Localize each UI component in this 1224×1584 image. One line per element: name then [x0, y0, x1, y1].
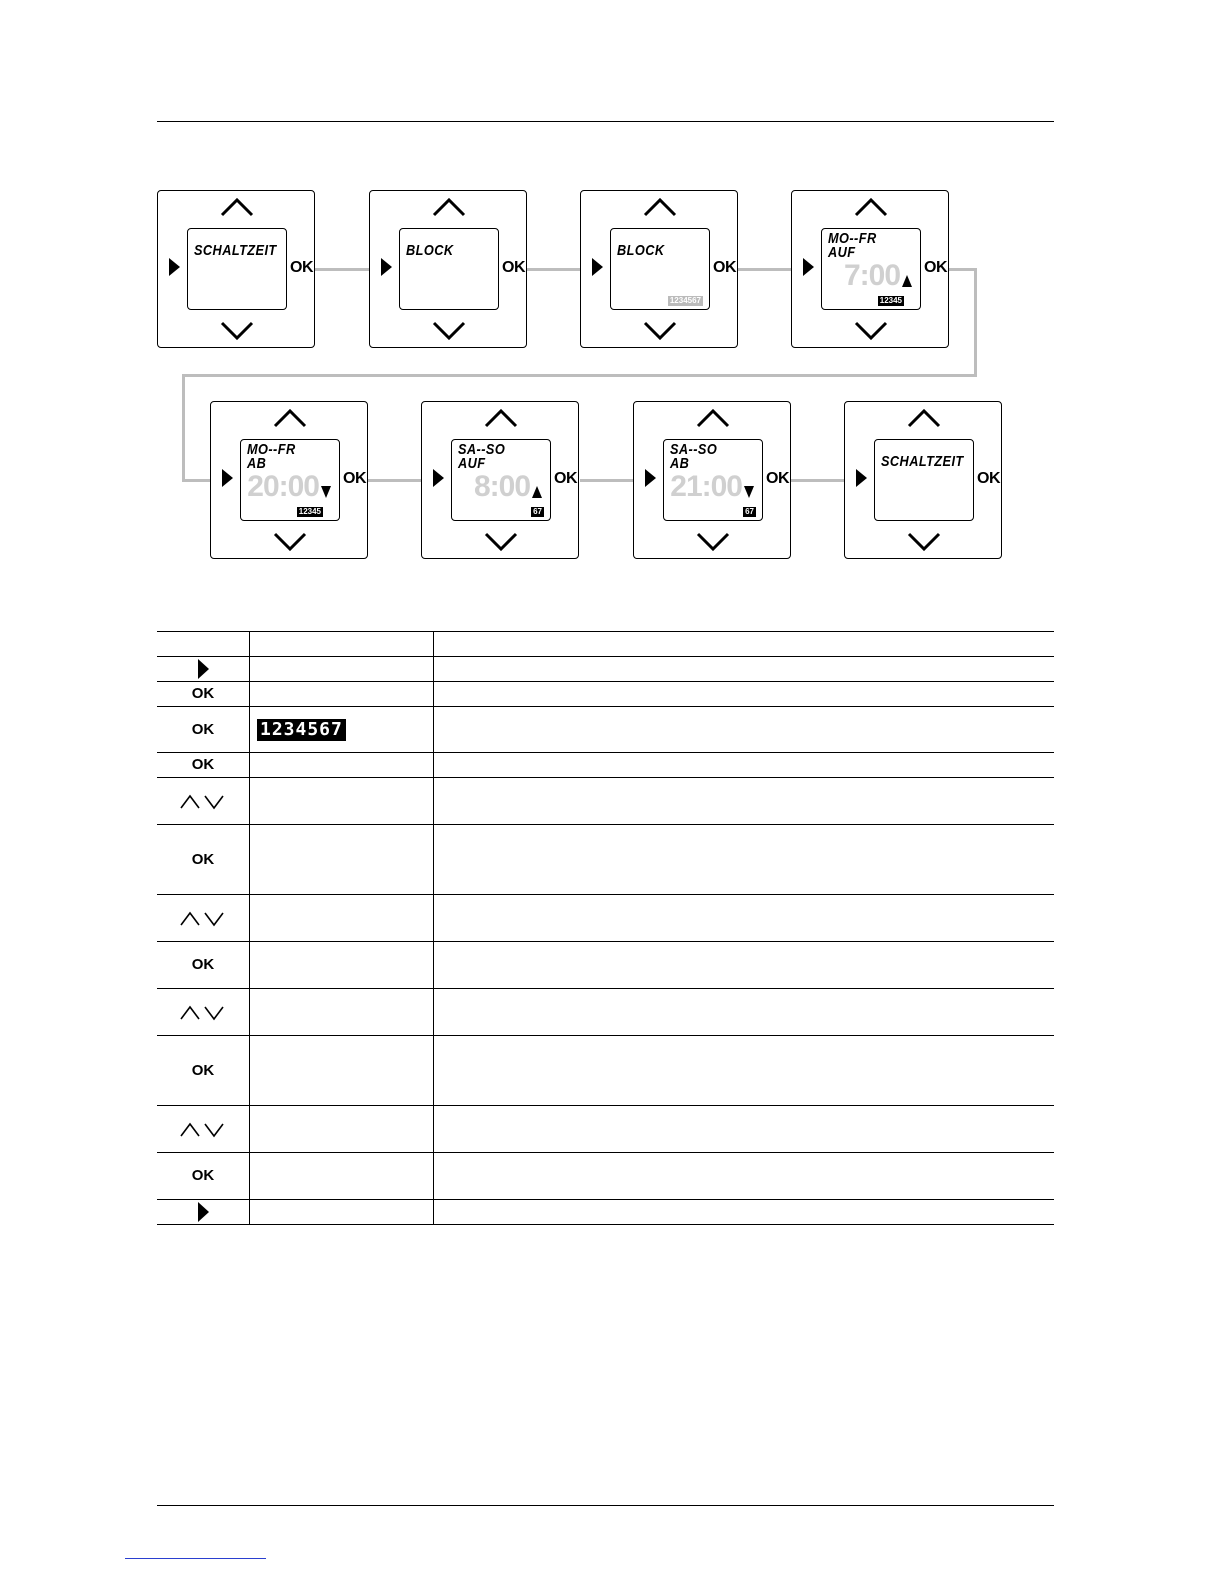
up-arrow-icon[interactable]	[907, 408, 941, 428]
table-cell	[250, 657, 434, 682]
play-icon[interactable]	[803, 258, 814, 276]
lcd-display	[187, 228, 287, 310]
table-cell	[434, 989, 1055, 1036]
device-panel-2	[369, 190, 527, 348]
table-cell	[157, 657, 250, 682]
up-indicator-icon	[902, 275, 912, 287]
connector-3-4	[738, 268, 792, 271]
table-row	[157, 989, 1054, 1036]
up-arrow-icon[interactable]	[643, 197, 677, 217]
lcd-display	[451, 439, 551, 521]
lcd-line1: SA--SO	[458, 441, 506, 458]
device-panel-3	[580, 190, 738, 348]
bottom-rule	[157, 1505, 1054, 1506]
lcd-display	[610, 228, 710, 310]
play-icon[interactable]	[381, 258, 392, 276]
lcd-line1: BLOCK	[406, 242, 454, 259]
top-rule	[157, 121, 1054, 122]
table-cell	[434, 632, 1055, 657]
table-cell	[250, 1036, 434, 1106]
lcd-weekdays: 67	[533, 507, 542, 516]
up-arrow-icon[interactable]	[696, 408, 730, 428]
up-arrow-icon[interactable]	[220, 197, 254, 217]
lcd-display	[240, 439, 340, 521]
down-indicator-icon	[321, 486, 331, 498]
table-cell	[434, 707, 1055, 753]
table-cell	[250, 682, 434, 707]
table-cell	[250, 1153, 434, 1200]
table-row	[157, 942, 1054, 989]
up-down-icon	[180, 1120, 226, 1138]
ok-key: OK	[191, 756, 215, 773]
play-icon[interactable]	[222, 469, 233, 487]
lcd-weekdays: 12345	[298, 507, 321, 516]
lcd-display	[399, 228, 499, 310]
table-cell	[434, 1036, 1055, 1106]
ok-button[interactable]: OK	[977, 470, 1000, 487]
table-cell	[434, 825, 1055, 895]
table-cell	[157, 707, 250, 753]
table-cell	[157, 682, 250, 707]
lcd-line1: SCHALTZEIT	[881, 453, 964, 470]
lcd-display	[821, 228, 921, 310]
ok-button[interactable]: OK	[766, 470, 789, 487]
connector-4-out	[949, 268, 977, 271]
ok-button[interactable]: OK	[343, 470, 366, 487]
ok-key: OK	[191, 720, 215, 738]
connector-left-vertical	[182, 374, 185, 482]
play-icon	[198, 659, 209, 679]
lcd-display	[874, 439, 974, 521]
down-indicator-icon	[744, 486, 754, 498]
table-cell	[434, 753, 1055, 778]
table-header-row	[157, 632, 1054, 657]
play-icon[interactable]	[645, 469, 656, 487]
down-arrow-icon[interactable]	[484, 532, 518, 552]
table-cell	[157, 753, 250, 778]
play-icon[interactable]	[592, 258, 603, 276]
table-cell	[434, 682, 1055, 707]
table-row	[157, 1200, 1054, 1225]
connector-5-6	[368, 479, 422, 482]
table-row	[157, 895, 1054, 942]
table-cell	[157, 778, 250, 825]
connector-1-2	[315, 268, 369, 271]
play-icon[interactable]	[433, 469, 444, 487]
table-cell	[157, 1106, 250, 1153]
connector-6-7	[580, 479, 634, 482]
up-down-icon	[180, 909, 226, 927]
table-cell	[157, 1036, 250, 1106]
table-cell	[157, 989, 250, 1036]
lcd-line2: AB	[247, 455, 267, 472]
table-row	[157, 1036, 1054, 1106]
footer-link-underline[interactable]	[125, 1558, 266, 1559]
down-arrow-icon[interactable]	[907, 532, 941, 552]
lcd-time: 21:00	[670, 470, 742, 503]
down-arrow-icon[interactable]	[273, 532, 307, 552]
up-down-icon	[180, 792, 226, 810]
device-panel-7	[633, 401, 791, 559]
table-cell	[250, 825, 434, 895]
play-icon	[198, 1202, 209, 1222]
connector-row-return	[182, 374, 977, 377]
up-arrow-icon[interactable]	[432, 197, 466, 217]
lcd-line2: AUF	[828, 244, 856, 261]
lcd-line2: AB	[670, 455, 690, 472]
lcd-weekdays: 12345	[879, 296, 902, 305]
table-cell	[157, 895, 250, 942]
up-arrow-icon[interactable]	[273, 408, 307, 428]
device-panel-4	[791, 190, 949, 348]
lcd-line2: AUF	[458, 455, 486, 472]
up-arrow-icon[interactable]	[854, 197, 888, 217]
device-panel-5	[210, 401, 368, 559]
lcd-time: 20:00	[247, 470, 319, 503]
table-cell	[434, 1106, 1055, 1153]
table-cell	[157, 942, 250, 989]
device-panel-1	[157, 190, 315, 348]
down-arrow-icon[interactable]	[432, 321, 466, 341]
play-icon[interactable]	[169, 258, 180, 276]
ok-button[interactable]: OK	[924, 259, 947, 276]
ok-key: OK	[191, 850, 215, 868]
device-panel-6	[421, 401, 579, 559]
up-indicator-icon	[532, 486, 542, 498]
table-cell	[434, 942, 1055, 989]
device-panel-8	[844, 401, 1002, 559]
lcd-line1: SA--SO	[670, 441, 718, 458]
table-cell	[250, 632, 434, 657]
table-cell	[250, 778, 434, 825]
table-cell	[250, 989, 434, 1036]
table-cell	[250, 895, 434, 942]
table-cell	[157, 1200, 250, 1225]
table-row	[157, 753, 1054, 778]
table-cell	[434, 1153, 1055, 1200]
connector-7-8	[791, 479, 845, 482]
lcd-line1: MO--FR	[247, 441, 296, 458]
ok-button[interactable]: OK	[502, 259, 525, 276]
connector-into-5	[182, 479, 211, 482]
table-row	[157, 657, 1054, 682]
lcd-line1: SCHALTZEIT	[194, 242, 277, 259]
table-row	[157, 682, 1054, 707]
ok-key: OK	[191, 1061, 215, 1079]
table-cell	[250, 1106, 434, 1153]
lcd-weekdays: 1234567	[669, 296, 701, 305]
table-cell	[250, 753, 434, 778]
table-cell	[157, 632, 250, 657]
ok-button[interactable]: OK	[713, 259, 736, 276]
table-cell	[434, 778, 1055, 825]
lcd-display	[663, 439, 763, 521]
table-row	[157, 1153, 1054, 1200]
ok-button[interactable]: OK	[554, 470, 577, 487]
weekday-digits: 1234567	[257, 719, 346, 741]
table-row	[157, 778, 1054, 825]
table-cell	[434, 657, 1055, 682]
table-row	[157, 707, 1054, 753]
lcd-line1: MO--FR	[828, 230, 877, 247]
down-arrow-icon[interactable]	[696, 532, 730, 552]
lcd-weekdays: 67	[745, 507, 754, 516]
ok-key: OK	[191, 1167, 215, 1184]
lcd-line1: BLOCK	[617, 242, 665, 259]
table-cell	[157, 825, 250, 895]
ok-button[interactable]: OK	[290, 259, 313, 276]
connector-2-3	[527, 268, 581, 271]
table-row	[157, 825, 1054, 895]
table-cell	[434, 895, 1055, 942]
table-row	[157, 1106, 1054, 1153]
down-arrow-icon[interactable]	[643, 321, 677, 341]
ok-key: OK	[191, 685, 215, 702]
ok-key: OK	[191, 956, 215, 973]
steps-table	[157, 631, 1054, 1225]
table-cell	[250, 707, 434, 753]
connector-right-vertical	[974, 268, 977, 377]
table-cell	[434, 1200, 1055, 1225]
up-arrow-icon[interactable]	[484, 408, 518, 428]
table-cell	[250, 942, 434, 989]
lcd-time: 7:00	[843, 259, 900, 292]
lcd-time: 8:00	[473, 470, 530, 503]
table-cell	[250, 1200, 434, 1225]
down-arrow-icon[interactable]	[854, 321, 888, 341]
up-down-icon	[180, 1003, 226, 1021]
table-cell	[157, 1153, 250, 1200]
play-icon[interactable]	[856, 469, 867, 487]
down-arrow-icon[interactable]	[220, 321, 254, 341]
